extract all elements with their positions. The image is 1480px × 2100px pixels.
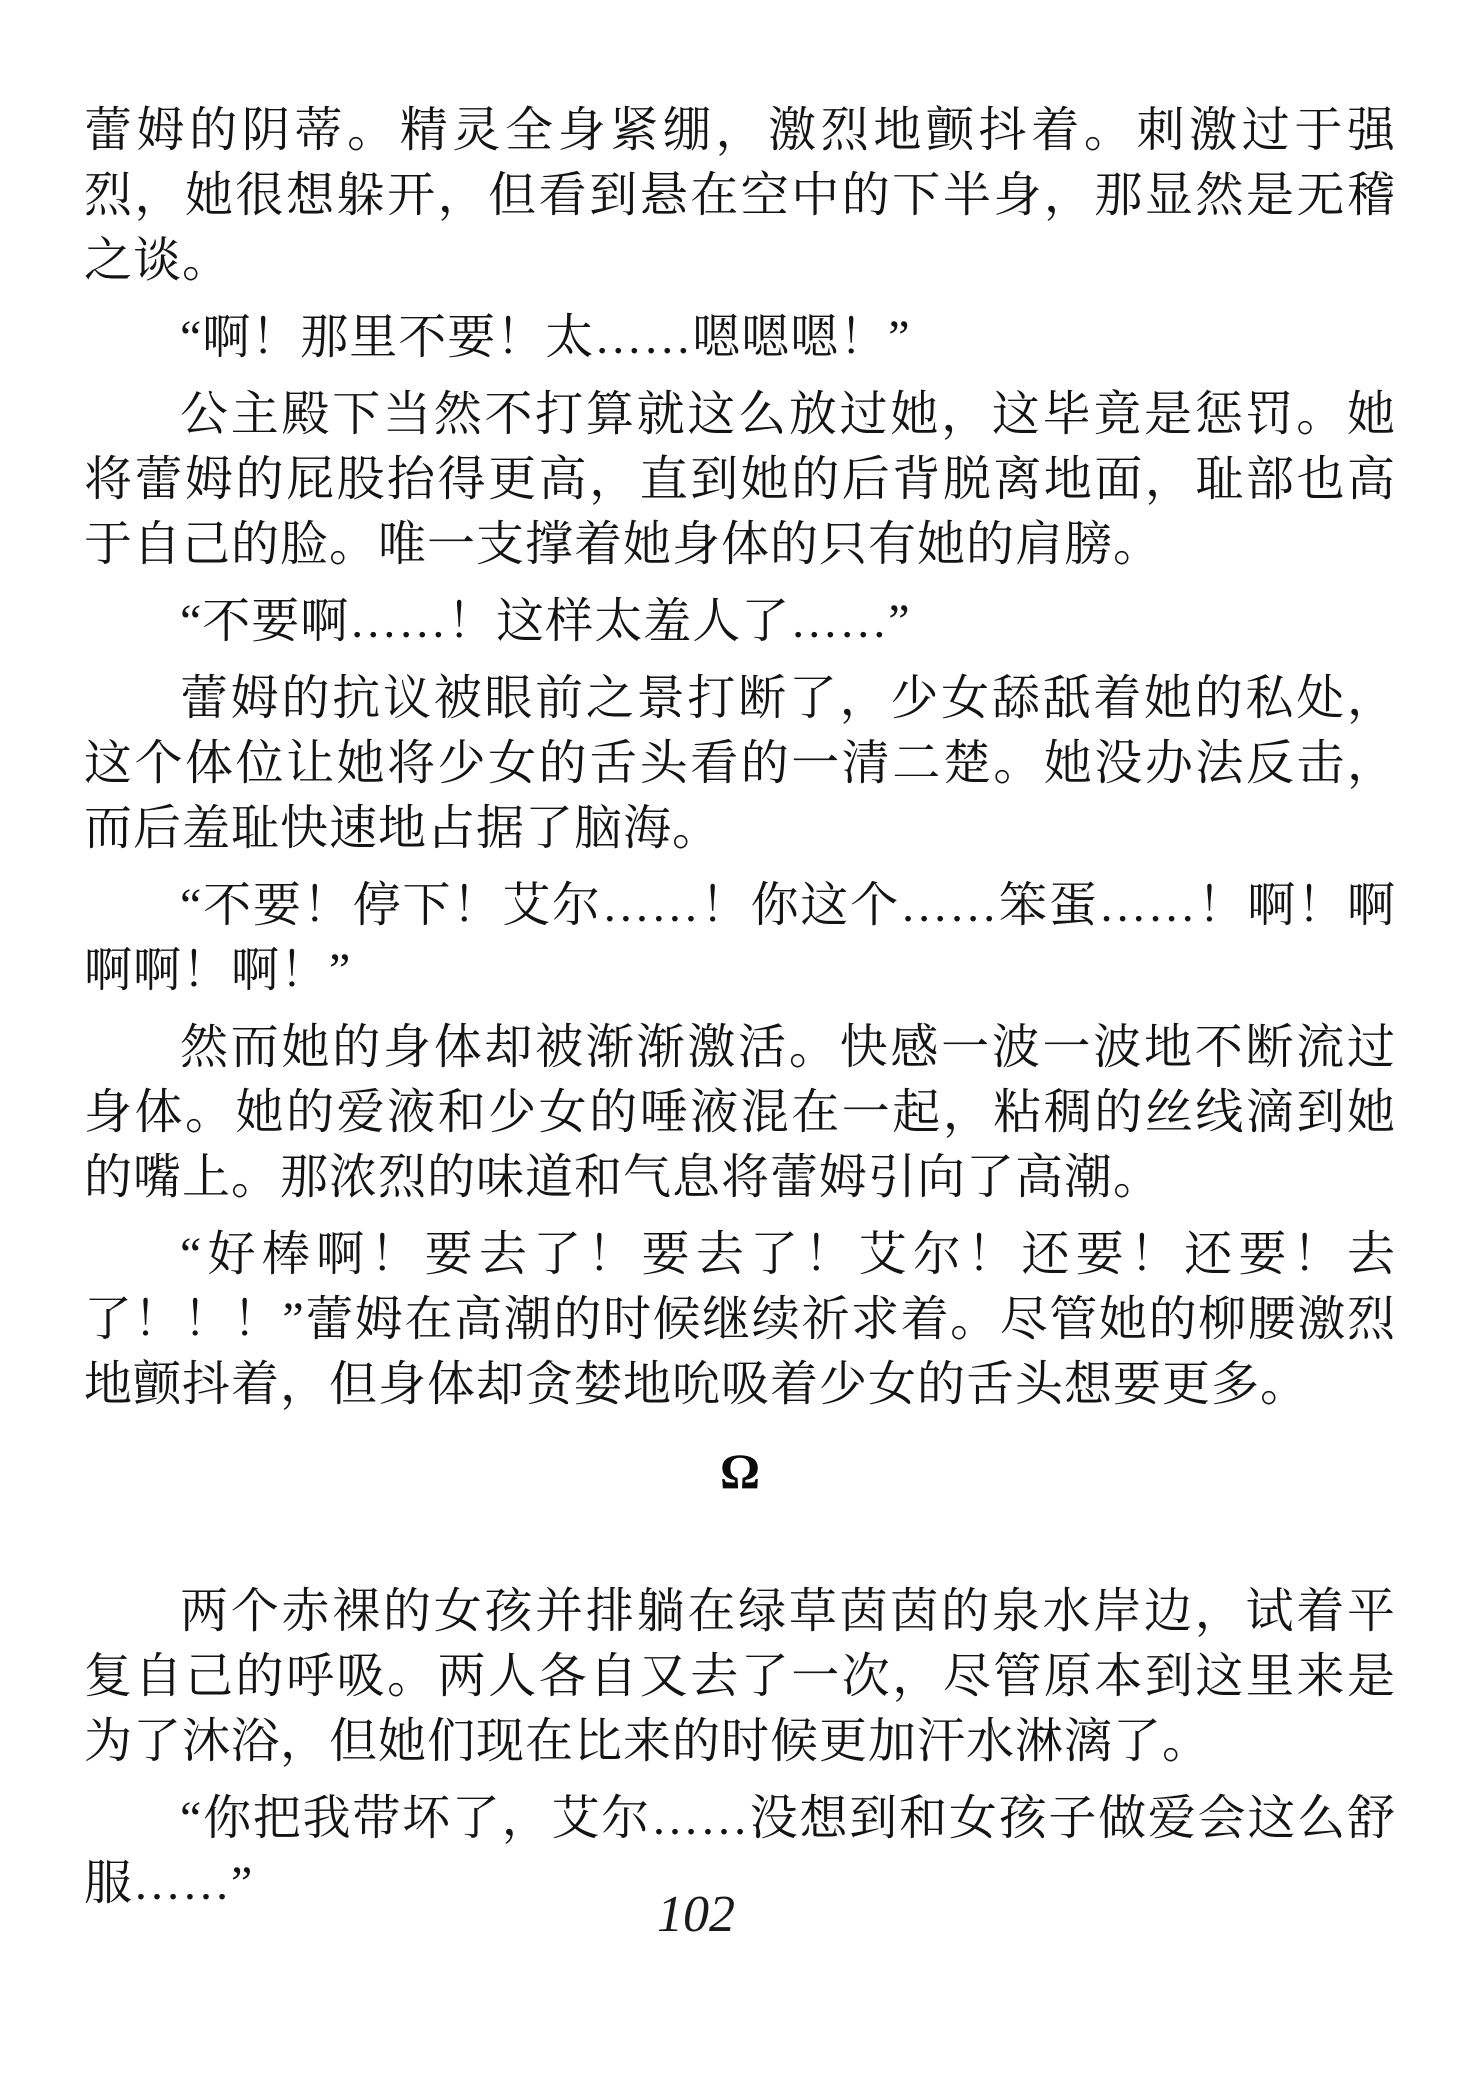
dialogue-paragraph: “不要啊……！这样太羞人了……” — [180, 595, 911, 648]
dialogue-paragraph: “啊！那里不要！太……嗯嗯嗯！” — [180, 311, 911, 364]
paragraph: 蕾姆的抗议被眼前之景打断了，少女舔舐着她的私处，这个体位让她将少女的舌头看的一清二楚。她没办法反击，而后羞耻快速地占据了脑海。 — [84, 672, 1396, 855]
paragraph: 公主殿下当然不打算就这么放过她，这毕竟是惩罚。她将蕾姆的屁股抬得更高，直到她的后背脱离地面，耻部也高于自己的脸。唯一支撑着她身体的只有她的肩膀。 — [84, 388, 1396, 571]
page-number: 102 — [657, 1886, 735, 1943]
paragraph: 然而她的身体却被渐渐激活。快感一波一波地不断流过身体。她的爱液和少女的唾液混在一起，粘稠的丝线滴到她的嘴上。那浓烈的味道和气息将蕾姆引向了高潮。 — [84, 1021, 1396, 1204]
section-divider-omega: Ω — [719, 1443, 761, 1499]
dialogue-paragraph: “好棒啊！要去了！要去了！艾尔！还要！还要！去了！！！”蕾姆在高潮的时候继续祈求着。尽管她的柳腰激烈地颤抖着，但身体却贪婪地吮吸着少女的舌头想要更多。 — [84, 1228, 1396, 1411]
dialogue-paragraph: “你把我带坏了，艾尔……没想到和女孩子做爱会这么舒服……” — [84, 1792, 1396, 1910]
paragraph: 蕾姆的阴蒂。精灵全身紧绷，激烈地颤抖着。刺激过于强烈，她很想躲开，但看到悬在空中的下半身，那显然是无稽之谈。 — [84, 104, 1396, 287]
dialogue-paragraph: “不要！停下！艾尔……！你这个……笨蛋……！啊！啊啊啊！啊！” — [84, 879, 1396, 997]
paragraph: 两个赤裸的女孩并排躺在绿草茵茵的泉水岸边，试着平复自己的呼吸。两人各自又去了一次，尽管原本到这里来是为了沐浴，但她们现在比来的时候更加汗水淋漓了。 — [84, 1585, 1396, 1768]
text-block — [84, 98, 1396, 1916]
